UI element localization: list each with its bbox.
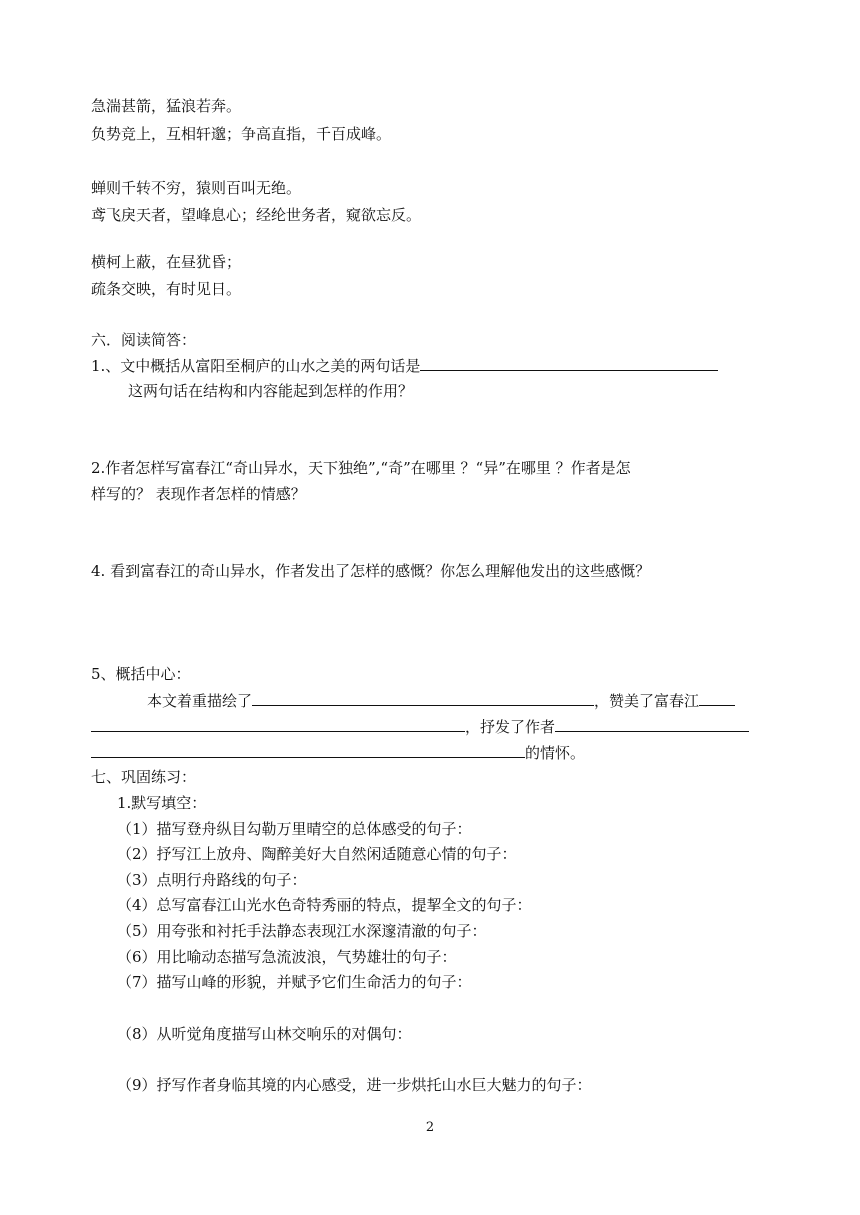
question-4: 4. 看到富春江的奇山异水，作者发出了怎样的感慨？你怎么理解他发出的这些感慨？ [91,562,651,580]
question-text: 本文着重描绘了 [147,692,253,710]
question-text: 的情怀。 [525,744,586,762]
subheading: 1.默写填空： [117,794,207,812]
answer-blank[interactable] [420,355,718,371]
question-5-line1 [147,690,735,711]
exercise-item: （2）抒写江上放舟、陶醉美好大自然闲适随意心情的句子： [117,845,517,863]
question-2: 2.作者怎样写富春江“奇山异水，天下独绝”,“奇”在哪里 ？“异”在哪里 ？作者是怎 [91,459,631,477]
question-text: ，赞美了富春江 [594,692,700,710]
section-heading: 六．阅读简答： [91,331,197,349]
question-5: 5、概括中心： [91,665,191,683]
section-heading: 七、巩固练习： [91,768,197,786]
exercise-item: （8）从听觉角度描写山林交响乐的对偶句： [117,1025,412,1043]
page-number: 2 [425,1120,435,1135]
exercise-item: （5）用夸张和衬托手法静态表现江水深邃清澈的句子： [117,922,487,940]
question-2-cont: 样写的？ 表现作者怎样的情感？ [91,485,306,503]
answer-blank[interactable] [91,742,525,758]
exercise-item: （4）总写富春江山光水色奇特秀丽的特点，提挈全文的句子： [117,896,532,914]
text-line: 负势竞上，互相轩邈；争高直指，千百成峰。 [91,125,392,143]
text-line: 疏条交映，有时见日。 [91,280,242,298]
exercise-item: （6）用比喻动态描写急流波浪，气势雄壮的句子： [117,948,457,966]
answer-blank[interactable] [699,690,735,706]
text-line: 鸢飞戾天者，望峰息心；经纶世务者，窥欲忘反。 [91,206,422,224]
text-line: 急湍甚箭，猛浪若奔。 [91,97,242,115]
text-line: 横柯上蔽，在昼犹昏； [91,253,242,271]
question-text: ，抒发了作者 [465,718,556,736]
answer-blank[interactable] [555,716,749,732]
exercise-item: （7）描写山峰的形貌，并赋予它们生命活力的句子： [117,973,472,991]
text-line: 蝉则千转不穷，猿则百叫无绝。 [91,179,302,197]
question-text: 1.、文中概括从富阳至桐庐的山水之美的两句话是 [91,357,421,375]
exercise-item: （9）抒写作者身临其境的内心感受，进一步烘托山水巨大魅力的句子： [117,1076,592,1094]
question-1-followup: 这两句话在结构和内容能起到怎样的作用？ [128,382,414,400]
answer-blank[interactable] [91,716,465,732]
question-1 [91,355,718,376]
exercise-item: （1）描写登舟纵目勾勒万里晴空的总体感受的句子： [117,820,472,838]
question-5-line3 [91,742,585,763]
question-5-line2 [91,716,749,737]
exercise-item: （3）点明行舟路线的句子： [117,871,307,889]
answer-blank[interactable] [252,690,594,706]
